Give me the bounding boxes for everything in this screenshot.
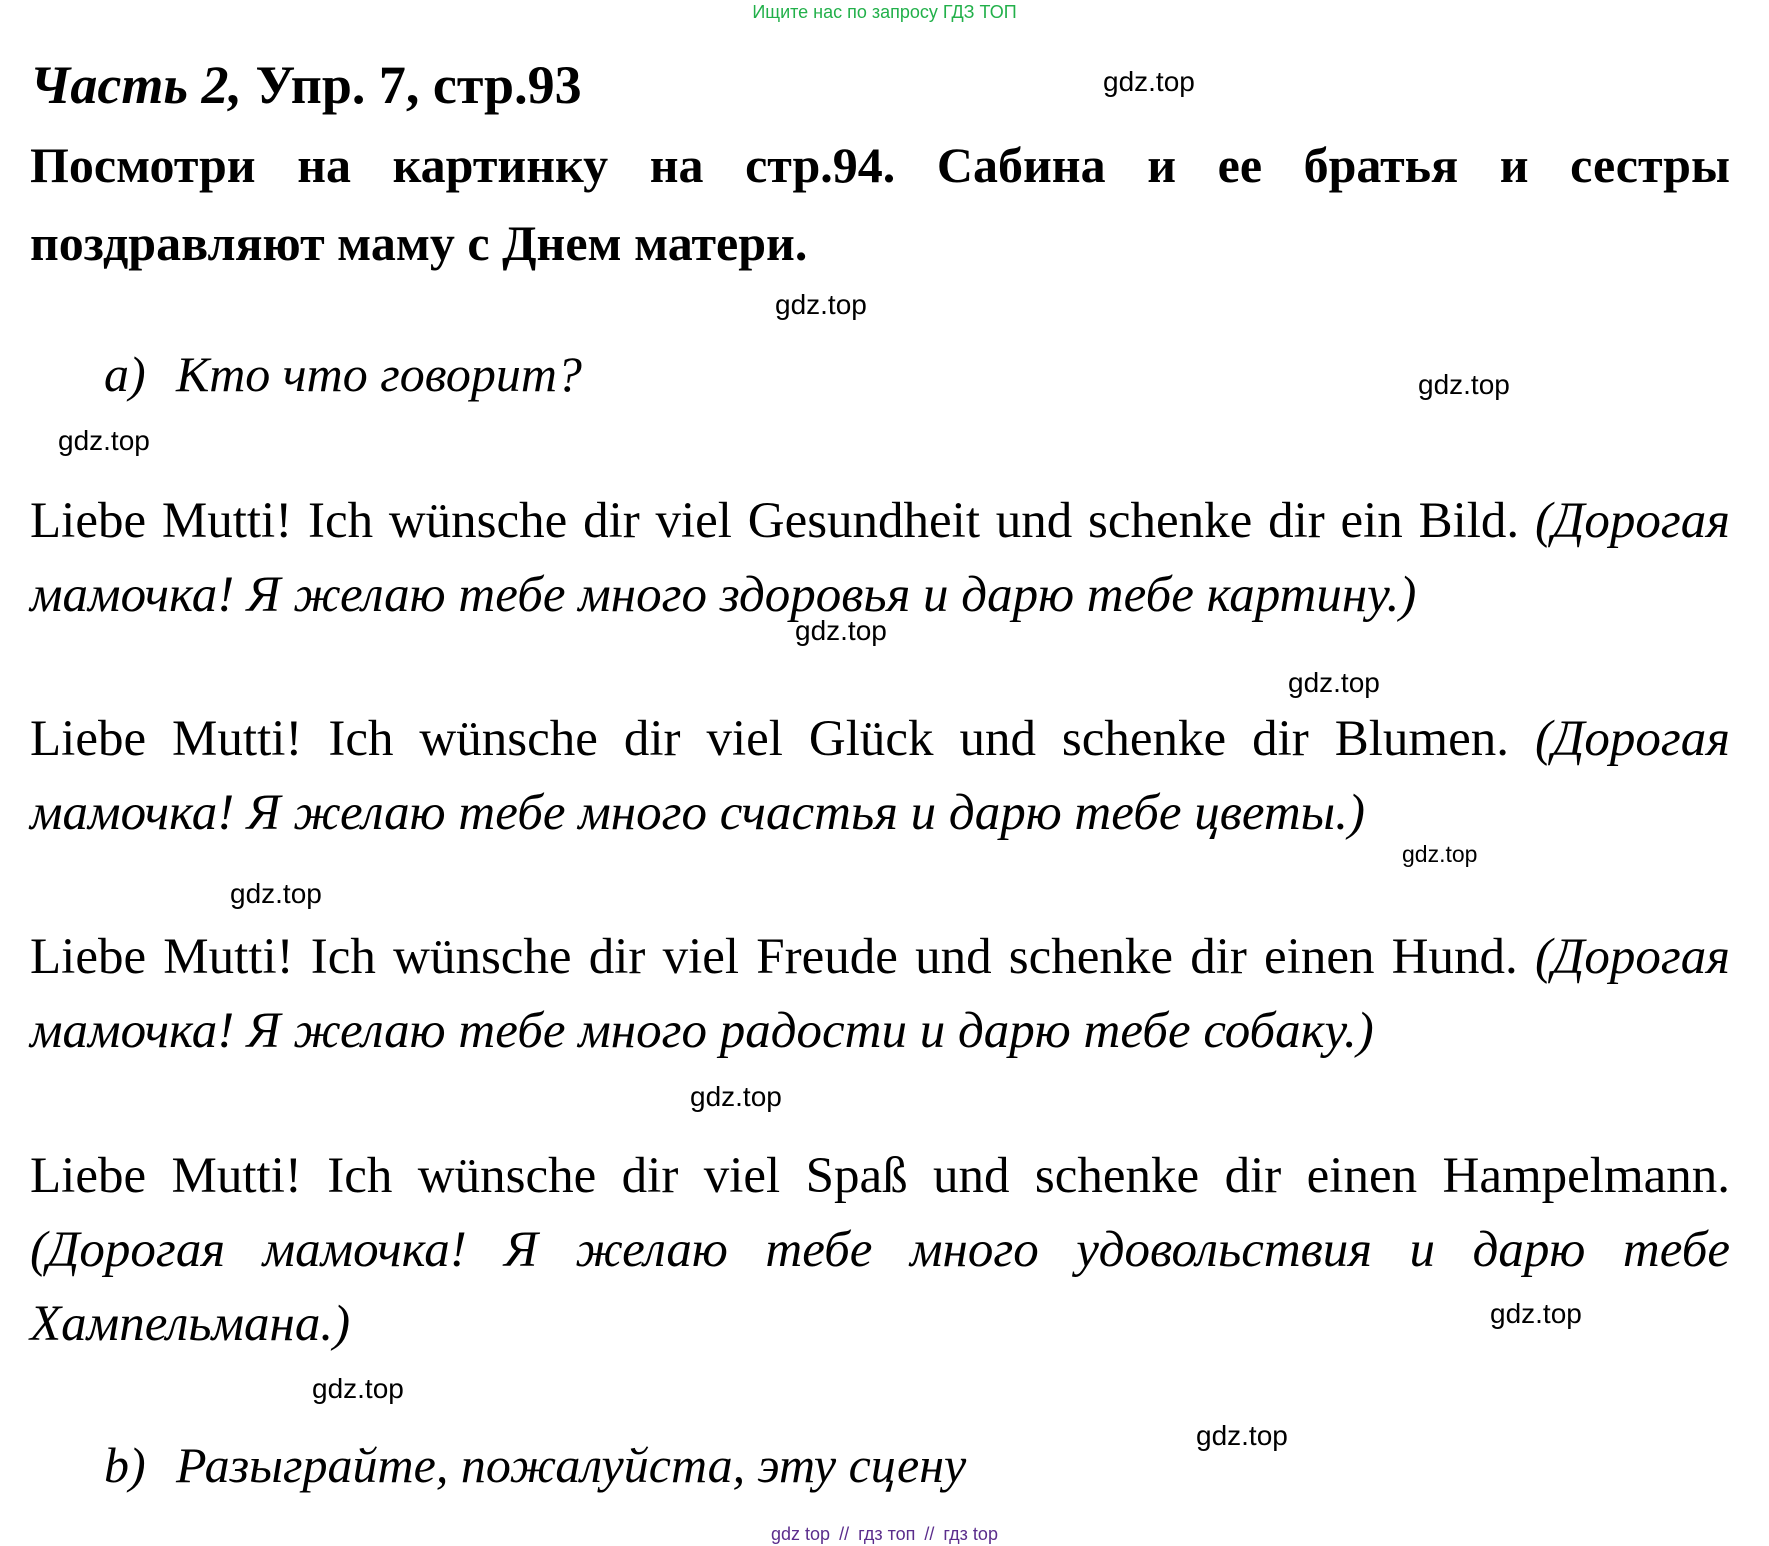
watermark: gdz.top — [1196, 1420, 1288, 1451]
watermark: gdz.top — [58, 425, 150, 456]
footer-link[interactable]: гдз top — [943, 1524, 998, 1544]
heading-exercise: Упр. 7, стр.93 — [242, 55, 582, 115]
answer-block — [30, 702, 1730, 850]
subtask-a-text: Кто что говорит? — [176, 346, 582, 402]
watermark: gdz.top — [795, 615, 887, 646]
answer-german: Liebe Mutti! Ich wünsche dir viel Freude und schenke dir einen Hund. — [30, 929, 1518, 985]
watermark: gdz.top — [690, 1081, 782, 1112]
answer-german: Liebe Mutti! Ich wünsche dir viel Spaß und schenke dir einen Hampelmann. — [30, 1148, 1730, 1204]
subtask-a-marker: a) — [104, 346, 146, 402]
answer-translation: (Дорогая мамочка! Я желаю тебе много радости и дарю тебе собаку.) — [30, 929, 1731, 1059]
answer-translation: (Дорогая мамочка! Я желаю тебе много здоровья и дарю тебе картину.) — [30, 493, 1731, 623]
watermark: gdz.top — [1288, 667, 1380, 698]
answer-translation: (Дорогая мамочка! Я желаю тебе много счастья и дарю тебе цветы.) — [30, 711, 1731, 841]
heading-part: Часть 2, — [30, 55, 243, 115]
watermark: gdz.top — [1418, 369, 1510, 400]
watermark: gdz.top — [775, 289, 867, 320]
footer-links — [0, 1524, 1769, 1544]
watermark: gdz.top — [1490, 1298, 1582, 1329]
watermark: gdz.top — [230, 878, 322, 909]
answer-german: Liebe Mutti! Ich wünsche dir viel Gesundheit und schenke dir ein Bild. — [30, 493, 1520, 549]
answer-block — [30, 484, 1730, 632]
footer-separator: // — [924, 1524, 935, 1544]
search-hint-banner: Ищите нас по запросу ГДЗ ТОП — [752, 2, 1017, 22]
watermark: gdz.top — [1402, 841, 1478, 867]
answer-block — [30, 920, 1730, 1068]
footer-link[interactable]: gdz top — [771, 1524, 831, 1544]
answer-german: Liebe Mutti! Ich wünsche dir viel Glück und schenke dir Blumen. — [30, 711, 1509, 767]
task-instruction: Посмотри на картинку на стр.94. Сабина и ее братья и сестры поздравляют маму с Днем матери. — [30, 137, 1730, 271]
exercise-heading — [30, 54, 582, 116]
watermark: gdz.top — [312, 1373, 404, 1404]
footer-link[interactable]: гдз топ — [858, 1524, 916, 1544]
subtask-b — [104, 1435, 966, 1495]
subtask-b-text: Разыграйте, пожалуйста, эту сцену — [176, 1437, 967, 1493]
subtask-b-marker: b) — [104, 1437, 146, 1493]
watermark: gdz.top — [1103, 66, 1195, 97]
answer-translation: (Дорогая мамочка! Я желаю тебе много удовольствия и дарю тебе Хампельмана.) — [30, 1222, 1730, 1352]
answer-block — [30, 1139, 1730, 1361]
footer-separator: // — [839, 1524, 850, 1544]
subtask-a — [104, 344, 582, 404]
